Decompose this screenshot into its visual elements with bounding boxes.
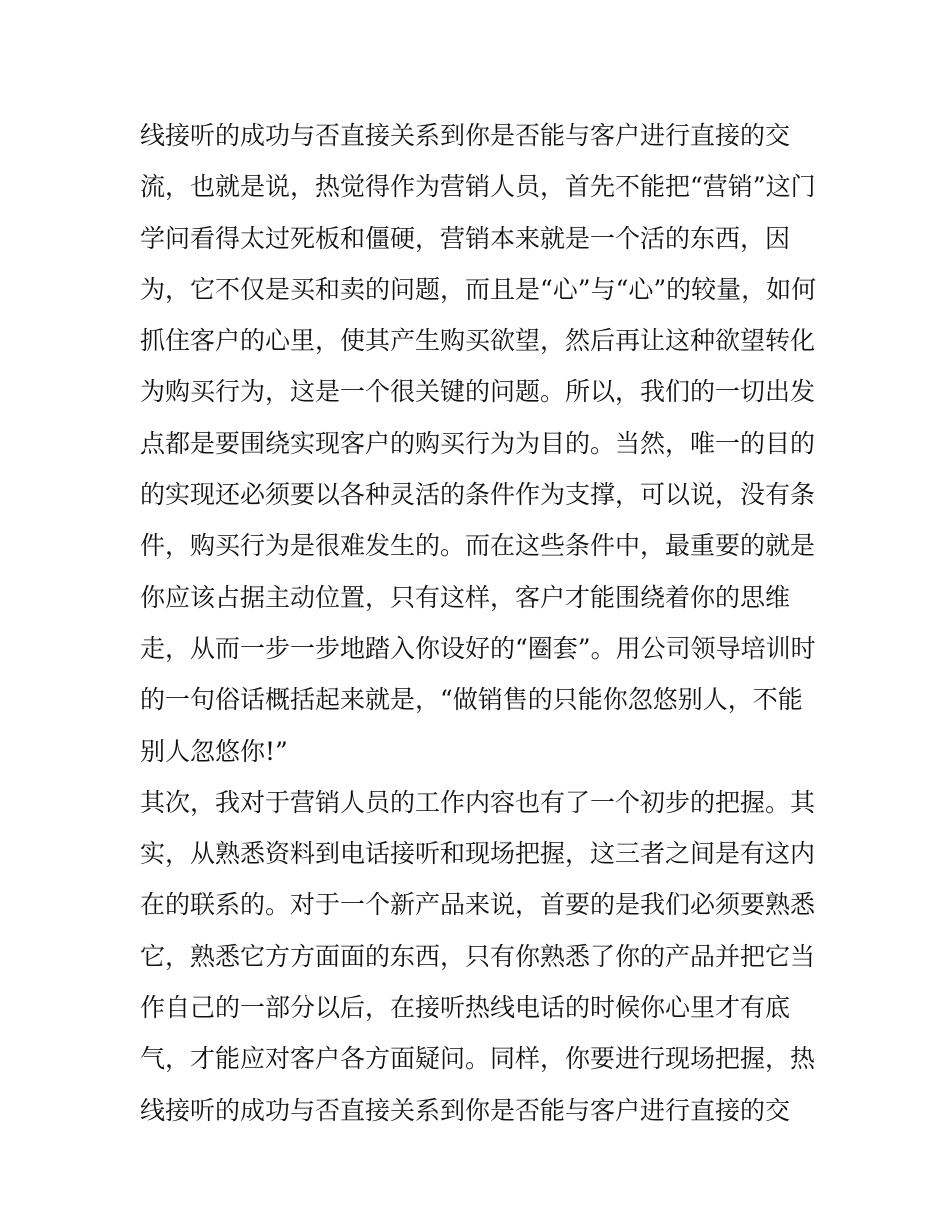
- text-line: 件，购买行为是很难发生的。而在这些条件中，最重要的就是: [140, 531, 816, 561]
- text-line: 线接听的成功与否直接关系到你是否能与客户进行直接的交: [140, 121, 791, 150]
- text-line: 线接听的成功与否直接关系到你是否能与客户进行直接的交: [140, 1095, 791, 1125]
- text-line: 作自己的一部分以后，在接听热线电话的时候你心里才有底: [140, 993, 791, 1023]
- text-line: 抓住客户的心里，使其产生购买欲望，然后再让这种欲望转化: [140, 326, 816, 356]
- text-line: 学问看得太过死板和僵硬，营销本来就是一个活的东西，因: [140, 223, 791, 253]
- text-line: 点都是要围绕实现客户的购买行为为目的。当然，唯一的目的: [140, 428, 816, 458]
- text-line: 为，它不仅是买和卖的问题，而且是“心”与“心”的较量，如何: [140, 274, 817, 304]
- text-line: 实，从熟悉资料到电话接听和现场把握，这三者之间是有这内: [140, 839, 816, 869]
- text-line: 为购买行为，这是一个很关键的问题。所以，我们的一切出发: [140, 377, 816, 407]
- text-line: 的实现还必须要以各种灵活的条件作为支撑，可以说，没有条: [140, 480, 816, 510]
- text-line: 气，才能应对客户各方面疑问。同样，你要进行现场把握，热: [140, 1044, 816, 1074]
- text-line: 的一句俗话概括起来就是，“做销售的只能你忽悠别人，不能: [140, 685, 803, 715]
- text-line: 它，熟悉它方方面面的东西，只有你熟悉了你的产品并把它当: [140, 941, 816, 971]
- text-line: 别人忽悠你!”: [140, 736, 288, 766]
- text-line: 你应该占据主动位置，只有这样，客户才能围绕着你的思维: [140, 582, 791, 612]
- text-line: 其次，我对于营销人员的工作内容也有了一个初步的把握。其: [140, 787, 816, 817]
- text-line: 走，从而一步一步地踏入你设好的“圈套”。用公司领导培训时: [140, 633, 816, 663]
- body-text: [140, 110, 820, 1136]
- text-line: 在的联系的。对于一个新产品来说，首要的是我们必须要熟悉: [140, 890, 816, 920]
- text-line: 流，也就是说，热觉得作为营销人员，首先不能把“营销”这门: [140, 172, 816, 202]
